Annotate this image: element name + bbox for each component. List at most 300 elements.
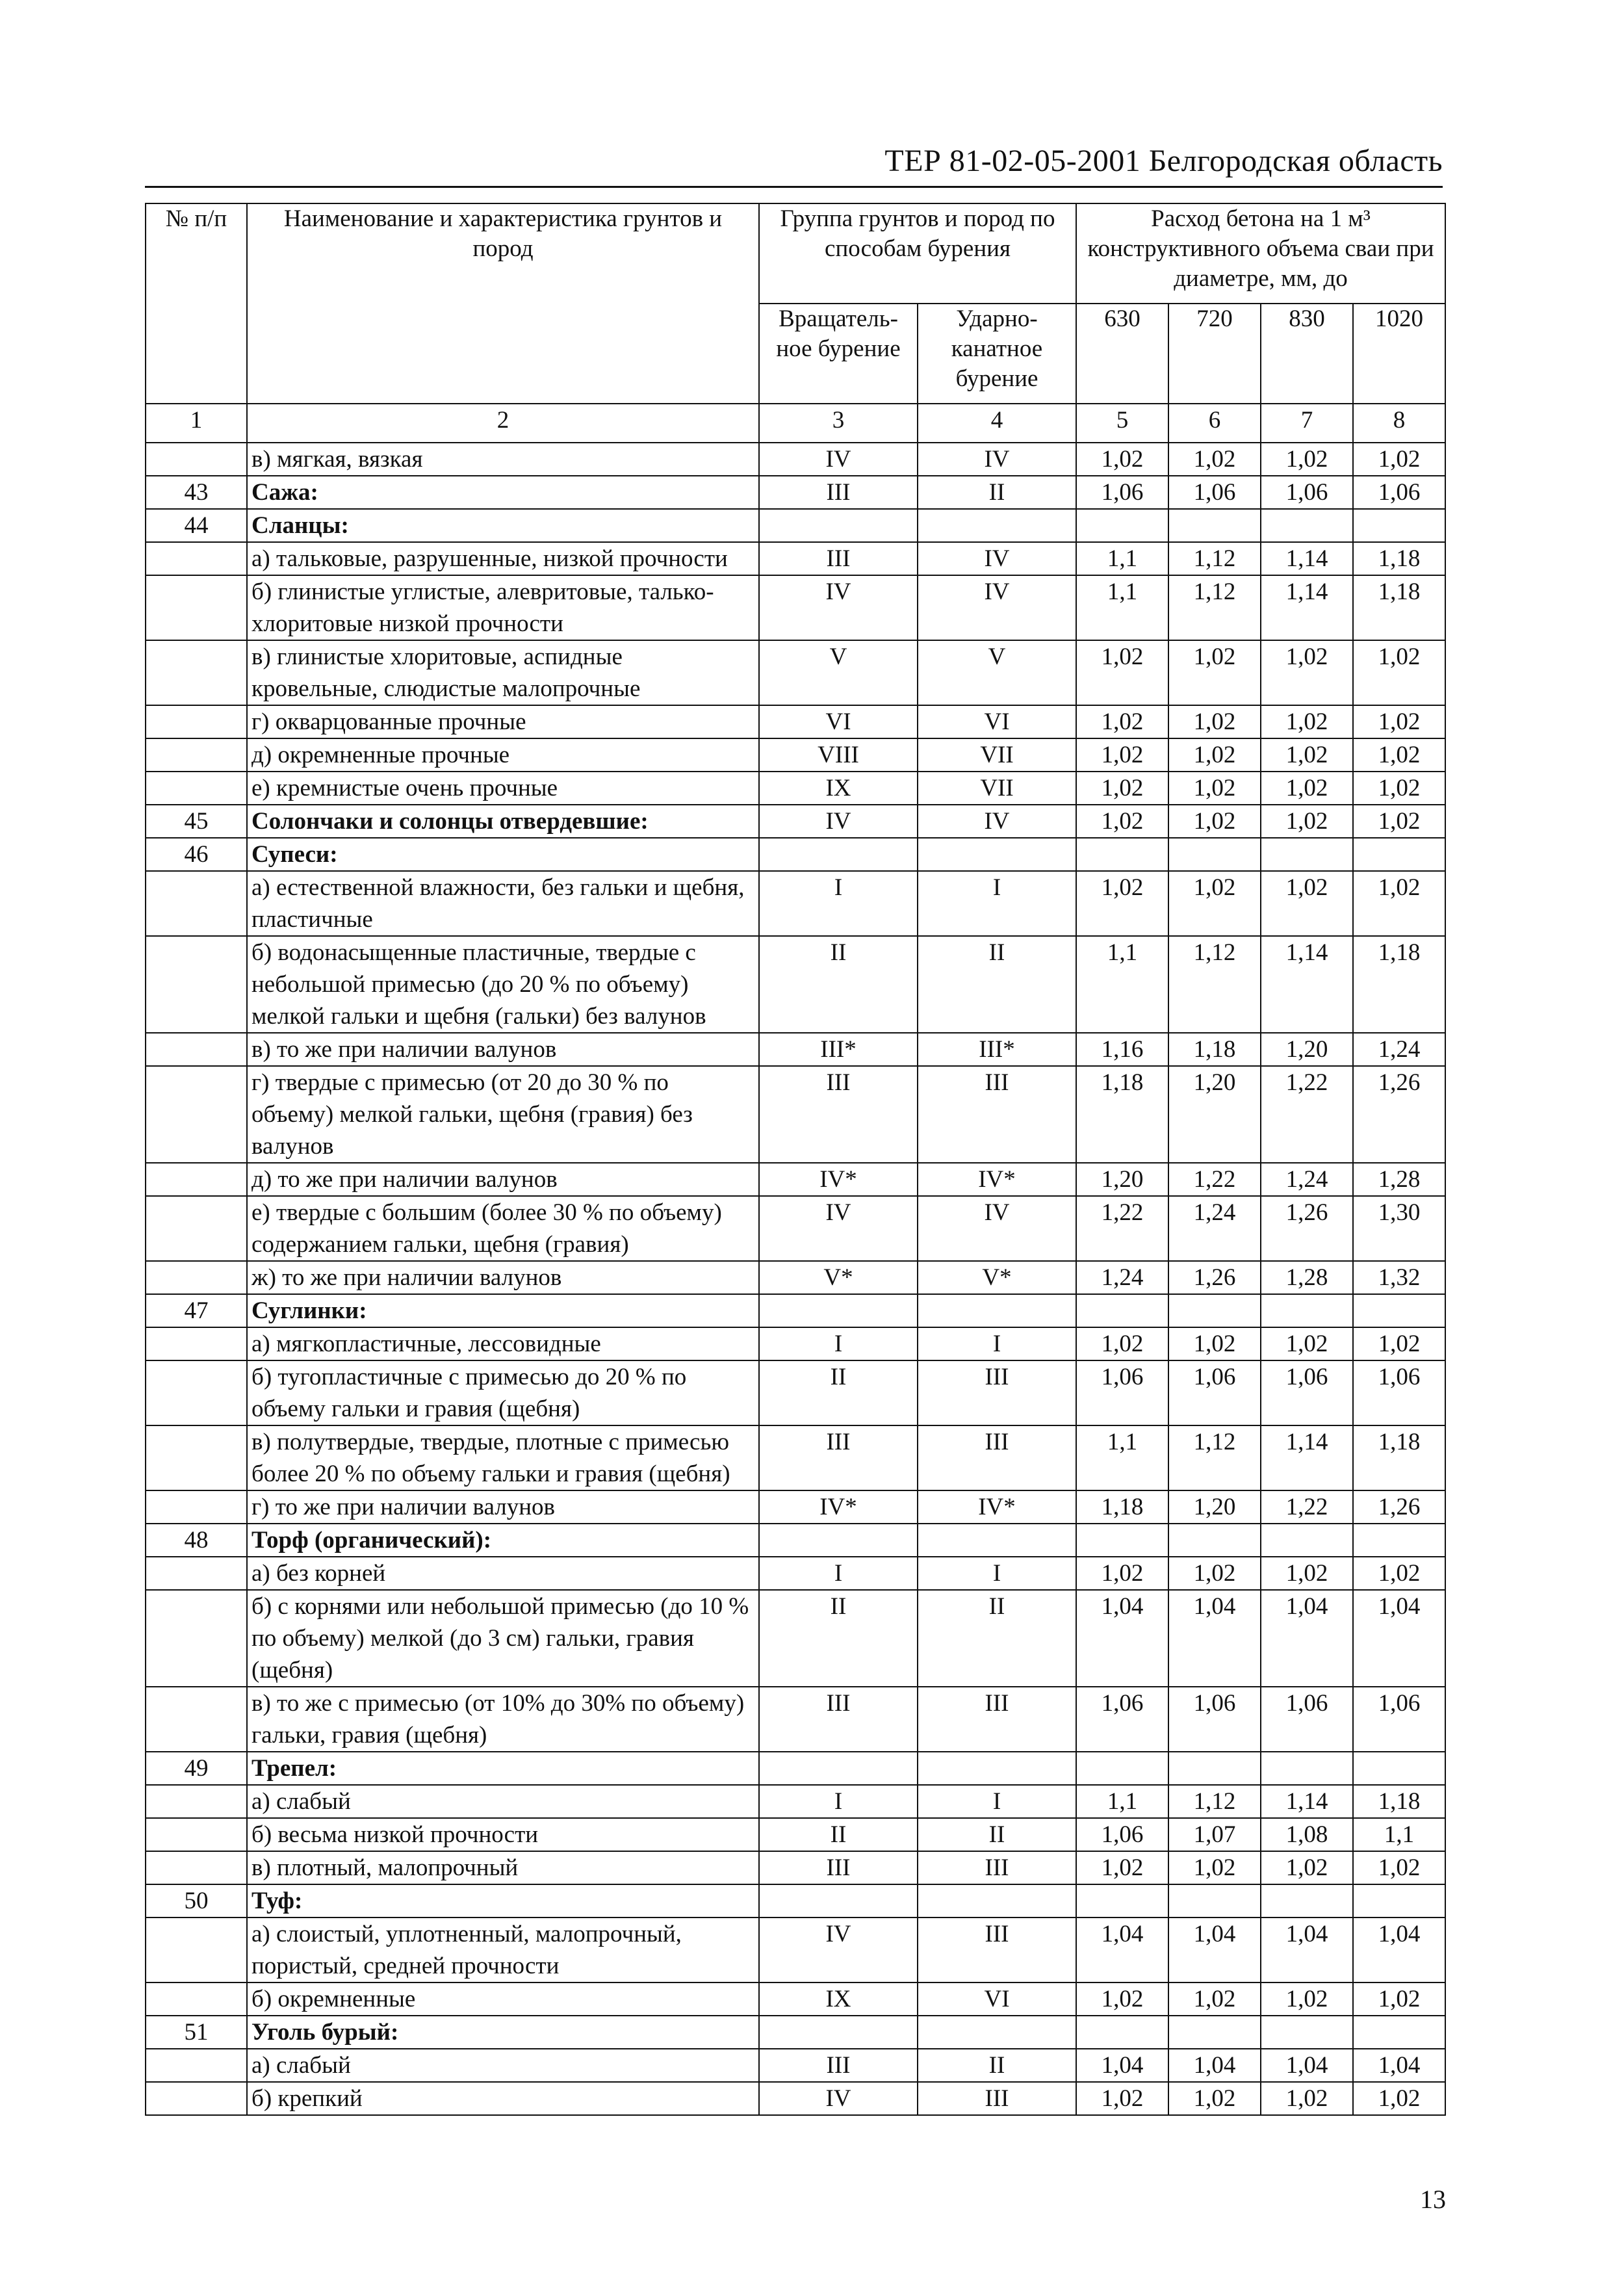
consumption-d630: 1,18: [1076, 1066, 1168, 1163]
consumption-d1020: 1,06: [1353, 476, 1445, 509]
rotary-group: II: [759, 936, 918, 1033]
consumption-d1020: 1,28: [1353, 1163, 1445, 1196]
consumption-d720: 1,12: [1168, 575, 1261, 640]
rotary-group: [759, 838, 918, 871]
row-number: [146, 542, 247, 575]
column-number: 1: [146, 404, 247, 443]
consumption-d830: 1,02: [1261, 1557, 1353, 1590]
consumption-d830: 1,02: [1261, 1982, 1353, 2016]
row-number: [146, 1327, 247, 1360]
consumption-d830: 1,02: [1261, 738, 1353, 772]
consumption-d720: [1168, 509, 1261, 542]
consumption-d630: 1,18: [1076, 1490, 1168, 1524]
row-name: Уголь бурый:: [247, 2016, 759, 2049]
consumption-d720: 1,02: [1168, 2082, 1261, 2115]
table-row: [146, 1066, 1445, 1163]
consumption-d720: 1,12: [1168, 542, 1261, 575]
consumption-d720: 1,07: [1168, 1818, 1261, 1851]
row-number: [146, 1261, 247, 1294]
consumption-d1020: 1,18: [1353, 575, 1445, 640]
consumption-d630: 1,16: [1076, 1033, 1168, 1066]
table-row: [146, 575, 1445, 640]
row-name: е) твердые с большим (более 30 % по объему) содержанием гальки, щебня (гравия): [247, 1196, 759, 1261]
rotary-group: IV: [759, 575, 918, 640]
consumption-d830: 1,02: [1261, 1851, 1353, 1884]
consumption-d830: 1,14: [1261, 1425, 1353, 1490]
consumption-d720: 1,02: [1168, 738, 1261, 772]
table-row: [146, 1918, 1445, 1982]
table-row: [146, 871, 1445, 936]
row-number: [146, 1590, 247, 1687]
rotary-group: [759, 1884, 918, 1918]
consumption-d830: 1,04: [1261, 1590, 1353, 1687]
consumption-d630: 1,1: [1076, 1785, 1168, 1818]
row-name: Торф (органический):: [247, 1524, 759, 1557]
percussion-group: III: [918, 2082, 1076, 2115]
row-name: в) то же с примесью (от 10% до 30% по объему) гальки, гравия (щебня): [247, 1687, 759, 1752]
consumption-d830: 1,14: [1261, 936, 1353, 1033]
column-number: 8: [1353, 404, 1445, 443]
consumption-d830: 1,02: [1261, 871, 1353, 936]
table-row: [146, 1196, 1445, 1261]
table-row: [146, 1785, 1445, 1818]
column-number: 3: [759, 404, 918, 443]
row-name: а) тальковые, разрушенные, низкой прочности: [247, 542, 759, 575]
row-name: д) окремненные прочные: [247, 738, 759, 772]
row-name: в) плотный, малопрочный: [247, 1851, 759, 1884]
consumption-d1020: 1,02: [1353, 805, 1445, 838]
rotary-group: III: [759, 476, 918, 509]
consumption-d1020: 1,02: [1353, 1851, 1445, 1884]
consumption-d720: 1,06: [1168, 1687, 1261, 1752]
row-name: в) то же при наличии валунов: [247, 1033, 759, 1066]
consumption-d720: [1168, 1524, 1261, 1557]
percussion-group: VII: [918, 772, 1076, 805]
row-number: [146, 2049, 247, 2082]
rotary-group: V*: [759, 1261, 918, 1294]
row-name: а) естественной влажности, без гальки и щебня, пластичные: [247, 871, 759, 936]
consumption-d830: 1,22: [1261, 1066, 1353, 1163]
consumption-d630: [1076, 509, 1168, 542]
page-header: [145, 142, 1443, 186]
consumption-d630: 1,06: [1076, 1687, 1168, 1752]
rotary-group: III*: [759, 1033, 918, 1066]
consumption-d1020: 1,24: [1353, 1033, 1445, 1066]
col-header-percussion: Ударно-канатное бурение: [918, 304, 1076, 404]
table-row: [146, 838, 1445, 871]
consumption-d720: 1,22: [1168, 1163, 1261, 1196]
consumption-d1020: 1,26: [1353, 1490, 1445, 1524]
row-name: г) твердые с примесью (от 20 до 30 % по объему) мелкой гальки, щебня (гравия) без валунов: [247, 1066, 759, 1163]
rotary-group: [759, 509, 918, 542]
row-number: [146, 705, 247, 738]
consumption-d830: 1,26: [1261, 1196, 1353, 1261]
row-name: е) кремнистые очень прочные: [247, 772, 759, 805]
consumption-d720: 1,02: [1168, 443, 1261, 476]
consumption-d830: 1,06: [1261, 1687, 1353, 1752]
rotary-group: VIII: [759, 738, 918, 772]
consumption-d1020: 1,30: [1353, 1196, 1445, 1261]
percussion-group: V: [918, 640, 1076, 705]
row-name: Туф:: [247, 1884, 759, 1918]
consumption-d630: 1,22: [1076, 1196, 1168, 1261]
consumption-d630: 1,06: [1076, 1818, 1168, 1851]
percussion-group: V*: [918, 1261, 1076, 1294]
rotary-group: IV*: [759, 1490, 918, 1524]
row-name: ж) то же при наличии валунов: [247, 1261, 759, 1294]
consumption-d720: 1,12: [1168, 936, 1261, 1033]
consumption-d720: 1,02: [1168, 640, 1261, 705]
percussion-group: IV*: [918, 1163, 1076, 1196]
consumption-d830: 1,02: [1261, 805, 1353, 838]
consumption-d1020: 1,18: [1353, 1785, 1445, 1818]
rotary-group: V: [759, 640, 918, 705]
column-number: 7: [1261, 404, 1353, 443]
row-number: [146, 1851, 247, 1884]
row-number: [146, 2082, 247, 2115]
row-number: [146, 1557, 247, 1590]
table-row: [146, 1163, 1445, 1196]
consumption-d630: 1,02: [1076, 805, 1168, 838]
table-row: [146, 1590, 1445, 1687]
rotary-group: I: [759, 1785, 918, 1818]
consumption-d830: [1261, 509, 1353, 542]
percussion-group: I: [918, 1557, 1076, 1590]
col-header-d1020: 1020: [1353, 304, 1445, 404]
consumption-d720: 1,02: [1168, 772, 1261, 805]
row-number: 49: [146, 1752, 247, 1785]
consumption-d1020: 1,18: [1353, 936, 1445, 1033]
consumption-d1020: 1,06: [1353, 1360, 1445, 1425]
consumption-d630: 1,1: [1076, 936, 1168, 1033]
consumption-d830: 1,02: [1261, 443, 1353, 476]
consumption-d630: 1,02: [1076, 640, 1168, 705]
consumption-d830: 1,24: [1261, 1163, 1353, 1196]
consumption-d830: 1,14: [1261, 1785, 1353, 1818]
row-name: Трепел:: [247, 1752, 759, 1785]
consumption-d720: 1,02: [1168, 1557, 1261, 1590]
row-name: Сланцы:: [247, 509, 759, 542]
row-number: 44: [146, 509, 247, 542]
consumption-d630: [1076, 2016, 1168, 2049]
row-number: [146, 1818, 247, 1851]
percussion-group: I: [918, 871, 1076, 936]
percussion-group: [918, 838, 1076, 871]
row-number: 46: [146, 838, 247, 871]
rotary-group: I: [759, 1557, 918, 1590]
consumption-d1020: 1,02: [1353, 871, 1445, 936]
consumption-d830: [1261, 1884, 1353, 1918]
consumption-d830: 1,22: [1261, 1490, 1353, 1524]
rotary-group: IV*: [759, 1163, 918, 1196]
consumption-d720: 1,04: [1168, 2049, 1261, 2082]
row-name: а) без корней: [247, 1557, 759, 1590]
consumption-d630: 1,20: [1076, 1163, 1168, 1196]
consumption-d630: 1,1: [1076, 1425, 1168, 1490]
consumption-d1020: 1,04: [1353, 2049, 1445, 2082]
consumption-d630: 1,02: [1076, 1982, 1168, 2016]
table-row: [146, 476, 1445, 509]
rotary-group: II: [759, 1590, 918, 1687]
row-name: г) окварцованные прочные: [247, 705, 759, 738]
row-name: б) тугопластичные с примесью до 20 % по объему гальки и гравия (щебня): [247, 1360, 759, 1425]
consumption-d1020: 1,26: [1353, 1066, 1445, 1163]
table-row: [146, 805, 1445, 838]
consumption-d630: 1,04: [1076, 1918, 1168, 1982]
table-row: [146, 1261, 1445, 1294]
consumption-d830: 1,14: [1261, 542, 1353, 575]
consumption-d830: 1,14: [1261, 575, 1353, 640]
table-row: [146, 2049, 1445, 2082]
row-number: [146, 640, 247, 705]
row-name: Суглинки:: [247, 1294, 759, 1327]
row-number: 48: [146, 1524, 247, 1557]
consumption-d830: 1,04: [1261, 1918, 1353, 1982]
row-number: [146, 1687, 247, 1752]
document-title: ТЕР 81-02-05-2001 Белгородская область: [884, 144, 1443, 178]
consumption-d630: 1,24: [1076, 1261, 1168, 1294]
row-number: 50: [146, 1884, 247, 1918]
table-row: [146, 640, 1445, 705]
rotary-group: [759, 1752, 918, 1785]
consumption-d1020: 1,32: [1353, 1261, 1445, 1294]
consumption-d1020: 1,02: [1353, 1557, 1445, 1590]
table-row: [146, 705, 1445, 738]
rotary-group: IX: [759, 772, 918, 805]
consumption-d1020: [1353, 2016, 1445, 2049]
percussion-group: IV*: [918, 1490, 1076, 1524]
rotary-group: IV: [759, 805, 918, 838]
consumption-d830: [1261, 1752, 1353, 1785]
consumption-d1020: [1353, 1294, 1445, 1327]
percussion-group: III: [918, 1066, 1076, 1163]
table-row: [146, 1752, 1445, 1785]
table-row: [146, 1524, 1445, 1557]
table-row: [146, 936, 1445, 1033]
percussion-group: I: [918, 1785, 1076, 1818]
rotary-group: II: [759, 1818, 918, 1851]
percussion-group: II: [918, 2049, 1076, 2082]
consumption-d630: 1,1: [1076, 542, 1168, 575]
percussion-group: III*: [918, 1033, 1076, 1066]
row-number: [146, 1360, 247, 1425]
consumption-d630: [1076, 1752, 1168, 1785]
percussion-group: III: [918, 1687, 1076, 1752]
row-number: [146, 772, 247, 805]
consumption-d1020: 1,02: [1353, 1327, 1445, 1360]
rotary-group: [759, 1294, 918, 1327]
col-header-name: Наименование и характеристика грунтов и пород: [247, 203, 759, 404]
consumption-d830: 1,02: [1261, 640, 1353, 705]
percussion-group: III: [918, 1360, 1076, 1425]
consumption-d1020: 1,06: [1353, 1687, 1445, 1752]
consumption-d1020: [1353, 509, 1445, 542]
row-name: б) водонасыщенные пластичные, твердые с небольшой примесью (до 20 % по объему) мелкой гальки и щебня (гальки) без валунов: [247, 936, 759, 1033]
table-row: [146, 1033, 1445, 1066]
col-header-d720: 720: [1168, 304, 1261, 404]
table-row: [146, 1425, 1445, 1490]
consumption-d1020: 1,02: [1353, 772, 1445, 805]
consumption-d1020: 1,18: [1353, 542, 1445, 575]
table-row: [146, 1327, 1445, 1360]
consumption-d720: [1168, 1294, 1261, 1327]
percussion-group: IV: [918, 443, 1076, 476]
percussion-group: IV: [918, 542, 1076, 575]
consumption-d630: 1,02: [1076, 1327, 1168, 1360]
percussion-group: II: [918, 1818, 1076, 1851]
consumption-d830: 1,20: [1261, 1033, 1353, 1066]
consumption-d630: 1,02: [1076, 871, 1168, 936]
column-number: 2: [247, 404, 759, 443]
consumption-d720: 1,20: [1168, 1490, 1261, 1524]
consumption-d720: 1,04: [1168, 1590, 1261, 1687]
rotary-group: I: [759, 1327, 918, 1360]
row-name: в) глинистые хлоритовые, аспидные кровельные, слюдистые малопрочные: [247, 640, 759, 705]
row-name: б) весьма низкой прочности: [247, 1818, 759, 1851]
consumption-d630: 1,02: [1076, 1557, 1168, 1590]
row-name: в) полутвердые, твердые, плотные с примесью более 20 % по объему гальки и гравия (щебня): [247, 1425, 759, 1490]
percussion-group: IV: [918, 1196, 1076, 1261]
col-header-rotary: Вращатель-ное бурение: [759, 304, 918, 404]
consumption-d1020: 1,02: [1353, 705, 1445, 738]
consumption-d630: 1,02: [1076, 443, 1168, 476]
consumption-d720: 1,24: [1168, 1196, 1261, 1261]
consumption-d630: 1,06: [1076, 476, 1168, 509]
row-number: [146, 1066, 247, 1163]
consumption-d1020: 1,04: [1353, 1590, 1445, 1687]
row-name: б) с корнями или небольшой примесью (до 10 % по объему) мелкой (до 3 см) гальки, гравия (щебня): [247, 1590, 759, 1687]
rotary-group: [759, 2016, 918, 2049]
row-number: [146, 936, 247, 1033]
row-number: [146, 738, 247, 772]
row-number: 45: [146, 805, 247, 838]
consumption-d720: 1,06: [1168, 1360, 1261, 1425]
col-header-group: Группа грунтов и пород по способам бурения: [759, 203, 1076, 304]
percussion-group: IV: [918, 805, 1076, 838]
rotary-group: IX: [759, 1982, 918, 2016]
rotary-group: III: [759, 1687, 918, 1752]
consumption-d1020: [1353, 1884, 1445, 1918]
consumption-d1020: [1353, 838, 1445, 871]
consumption-d720: 1,12: [1168, 1425, 1261, 1490]
row-name: Солончаки и солонцы отвердевшие:: [247, 805, 759, 838]
table-row: [146, 1818, 1445, 1851]
col-header-no: № п/п: [146, 203, 247, 404]
row-name: б) глинистые углистые, алевритовые, талько-хлоритовые низкой прочности: [247, 575, 759, 640]
rotary-group: IV: [759, 443, 918, 476]
consumption-d1020: 1,04: [1353, 1918, 1445, 1982]
consumption-d720: 1,02: [1168, 805, 1261, 838]
consumption-d1020: [1353, 1524, 1445, 1557]
table-row: [146, 2016, 1445, 2049]
consumption-d830: [1261, 1294, 1353, 1327]
table-row: [146, 542, 1445, 575]
row-name: г) то же при наличии валунов: [247, 1490, 759, 1524]
percussion-group: VII: [918, 738, 1076, 772]
consumption-d720: 1,02: [1168, 871, 1261, 936]
consumption-d1020: 1,02: [1353, 1982, 1445, 2016]
table-row: [146, 738, 1445, 772]
percussion-group: [918, 509, 1076, 542]
row-number: [146, 1490, 247, 1524]
row-name: а) слоистый, уплотненный, малопрочный, пористый, средней прочности: [247, 1918, 759, 1982]
consumption-d630: [1076, 1524, 1168, 1557]
percussion-group: IV: [918, 575, 1076, 640]
consumption-d720: 1,06: [1168, 476, 1261, 509]
row-number: [146, 443, 247, 476]
row-name: а) слабый: [247, 1785, 759, 1818]
percussion-group: II: [918, 936, 1076, 1033]
table-row: [146, 772, 1445, 805]
consumption-d630: 1,06: [1076, 1360, 1168, 1425]
percussion-group: III: [918, 1425, 1076, 1490]
row-name: д) то же при наличии валунов: [247, 1163, 759, 1196]
consumption-d630: 1,02: [1076, 2082, 1168, 2115]
consumption-d630: [1076, 838, 1168, 871]
rotary-group: IV: [759, 1918, 918, 1982]
consumption-d720: 1,02: [1168, 1327, 1261, 1360]
row-number: 43: [146, 476, 247, 509]
consumption-d830: [1261, 1524, 1353, 1557]
row-number: [146, 1918, 247, 1982]
row-number: [146, 575, 247, 640]
percussion-group: [918, 2016, 1076, 2049]
consumption-d630: 1,1: [1076, 575, 1168, 640]
rotary-group: I: [759, 871, 918, 936]
consumption-d630: [1076, 1884, 1168, 1918]
header-rule: [145, 186, 1443, 188]
consumption-d630: [1076, 1294, 1168, 1327]
row-number: 47: [146, 1294, 247, 1327]
consumption-d720: 1,04: [1168, 1918, 1261, 1982]
percussion-group: II: [918, 476, 1076, 509]
table-row: [146, 1294, 1445, 1327]
consumption-d720: 1,18: [1168, 1033, 1261, 1066]
consumption-d830: 1,02: [1261, 705, 1353, 738]
percussion-group: [918, 1294, 1076, 1327]
row-number: [146, 871, 247, 936]
row-number: [146, 1163, 247, 1196]
table-row: [146, 1490, 1445, 1524]
consumption-d830: 1,28: [1261, 1261, 1353, 1294]
percussion-group: I: [918, 1327, 1076, 1360]
page-number: 13: [1420, 2185, 1446, 2214]
col-header-d830: 830: [1261, 304, 1353, 404]
consumption-d830: 1,04: [1261, 2049, 1353, 2082]
rotary-group: IV: [759, 1196, 918, 1261]
table-row: [146, 1851, 1445, 1884]
rotary-group: III: [759, 1425, 918, 1490]
row-number: [146, 1425, 247, 1490]
consumption-d1020: 1,18: [1353, 1425, 1445, 1490]
row-name: Супеси:: [247, 838, 759, 871]
row-number: [146, 1982, 247, 2016]
consumption-d630: 1,04: [1076, 1590, 1168, 1687]
column-number-row: [146, 404, 1445, 443]
consumption-d1020: 1,02: [1353, 2082, 1445, 2115]
consumption-d720: 1,02: [1168, 705, 1261, 738]
row-name: б) крепкий: [247, 2082, 759, 2115]
row-name: б) окремненные: [247, 1982, 759, 2016]
table-row: [146, 1884, 1445, 1918]
consumption-d630: 1,02: [1076, 772, 1168, 805]
rotary-group: VI: [759, 705, 918, 738]
row-name: в) мягкая, вязкая: [247, 443, 759, 476]
column-number: 6: [1168, 404, 1261, 443]
row-name: а) мягкопластичные, лессовидные: [247, 1327, 759, 1360]
consumption-d720: 1,20: [1168, 1066, 1261, 1163]
consumption-d1020: 1,02: [1353, 640, 1445, 705]
